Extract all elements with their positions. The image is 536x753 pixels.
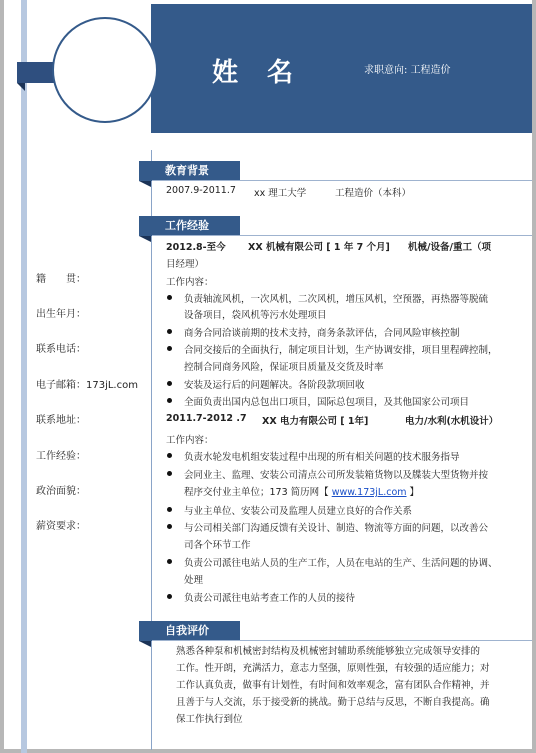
self-eval-line-3: 工作认真负责，做事有计划性，有时间和效率观念，富有团队合作精神，并 xyxy=(176,680,490,691)
label-address: 联系地址： xyxy=(36,415,86,426)
label-experience: 工作经验： xyxy=(36,451,86,462)
content-divider xyxy=(151,150,152,750)
header-band xyxy=(151,4,532,133)
job2-role: 电力/水利(水机设计） xyxy=(405,416,499,427)
job2-period: 2011.7-2012 .7 xyxy=(166,413,247,424)
job2-duty-4: 与公司相关部门沟通反馈有关设计、制造、物流等方面的问题，以改善公 xyxy=(184,523,489,534)
bullet-dot xyxy=(167,295,172,300)
page-border-right xyxy=(532,0,536,753)
photo-placeholder[interactable] xyxy=(52,17,158,123)
page-border-left xyxy=(0,0,4,753)
education-major: 工程造价（本科） xyxy=(335,188,412,199)
bullet-dot xyxy=(167,453,172,458)
job1-duty-1-cont: 设备项目，袋风机等污水处理项目 xyxy=(184,310,327,321)
job2-company: XX 电力有限公司 [ 1年] xyxy=(262,416,369,427)
section-title-self-eval: 自我评价 xyxy=(139,621,240,641)
section-rule-work xyxy=(152,235,532,236)
section-title-education: 教育背景 xyxy=(139,161,240,181)
sidebar-accent-strip xyxy=(21,0,27,753)
job1-duty-1: 负责轴流风机，一次风机，二次风机，增压风机，空预器，再热器等脱硫 xyxy=(184,294,489,305)
job2-duty-5: 负责公司派往电站人员的生产工作，人员在电站的生产、生活问题的协调、 xyxy=(184,558,498,569)
self-eval-line-1: 熟悉各种泵和机械密封结构及机械密封辅助系统能够独立完成领导安排的 xyxy=(176,646,481,657)
label-native-place: 籍 贯： xyxy=(36,274,86,285)
self-eval-line-4: 且善于与人交流，乐于接受新的挑战。勤于总结与反思，不断自我提高。确 xyxy=(176,697,490,708)
label-email: 电子邮箱：173jL.com xyxy=(36,380,138,391)
candidate-name: 姓 名 xyxy=(212,58,304,88)
job2-content-label: 工作内容： xyxy=(166,435,214,446)
bullet-dot xyxy=(167,507,172,512)
job1-period: 2012.8-至今 xyxy=(166,242,226,253)
job2-duty-2-cont-text: 程序交付业主单位；173 简历网【 xyxy=(184,487,332,498)
job2-duty-4-cont: 司各个环节工作 xyxy=(184,540,251,551)
bullet-dot xyxy=(167,329,172,334)
bullet-dot xyxy=(167,398,172,403)
section-title-work: 工作经验 xyxy=(139,216,240,236)
label-phone: 联系电话： xyxy=(36,344,86,355)
job1-company: XX 机械有限公司 [ 1 年 7 个月] xyxy=(248,242,390,253)
self-eval-line-5: 保工作执行到位 xyxy=(176,714,243,725)
job2-duty-3: 与业主单位、安装公司及监理人员建立良好的合作关系 xyxy=(184,506,413,517)
label-salary: 薪资要求： xyxy=(36,521,86,532)
job1-content-label: 工作内容： xyxy=(166,277,214,288)
label-political-status: 政治面貌： xyxy=(36,486,86,497)
job2-duty-5-cont: 处理 xyxy=(184,575,204,586)
job1-duty-3-cont: 控制合同商务风险，保证项目质量及交货及时率 xyxy=(184,362,384,373)
job1-role-cont: 目经理） xyxy=(166,259,205,270)
page-border-bottom xyxy=(0,749,536,753)
job2-duty-2-cont xyxy=(184,484,419,498)
sidebar-ribbon-fold xyxy=(17,83,25,91)
section-rule-self-eval xyxy=(152,640,532,641)
bullet-dot xyxy=(167,471,172,476)
job1-duty-3: 合同交接后的全面执行，制定项目计划，生产协调安排，项目里程碑控制， xyxy=(184,345,498,356)
education-school: xx 理工大学 xyxy=(254,188,307,199)
job-intent: 求职意向: 工程造价 xyxy=(364,65,451,76)
job1-duty-5: 全面负责出国内总包出口项目，国际总包项目，及其他国家公司项目 xyxy=(184,397,470,408)
job2-duty-1: 负责水轮发电机组安装过程中出现的所有相关问题的技术服务指导 xyxy=(184,452,460,463)
bullet-dot xyxy=(167,524,172,529)
bullet-dot xyxy=(167,381,172,386)
bullet-dot xyxy=(167,594,172,599)
sidebar-ribbon xyxy=(17,62,57,83)
job1-duty-2: 商务合同洽谈前期的技术支持，商务条款评估，合同风险审核控制 xyxy=(184,328,460,339)
job1-role: 机械/设备/重工（项 xyxy=(408,242,491,253)
job2-duty-2: 会同业主、监理、安装公司清点公司所发装箱货物以及牒装大型货物并按 xyxy=(184,470,489,481)
self-eval-line-2: 工作。性开朗，充满活力，意志力坚强，原则性强，有较强的适应能力；对 xyxy=(176,663,490,674)
bullet-dot xyxy=(167,346,172,351)
job2-duty-2-cont-close: 】 xyxy=(406,487,420,498)
section-rule-education xyxy=(152,180,532,181)
bullet-dot xyxy=(167,559,172,564)
job1-duty-4: 安装及运行后的问题解决。各阶段款项回收 xyxy=(184,380,365,391)
job2-duty-6: 负责公司派往电站考查工作的人员的接待 xyxy=(184,593,356,604)
education-period: 2007.9-2011.7 xyxy=(166,185,236,196)
resume-site-link[interactable]: www.173jL.com xyxy=(331,487,407,498)
label-birth-date: 出生年月： xyxy=(36,309,86,320)
